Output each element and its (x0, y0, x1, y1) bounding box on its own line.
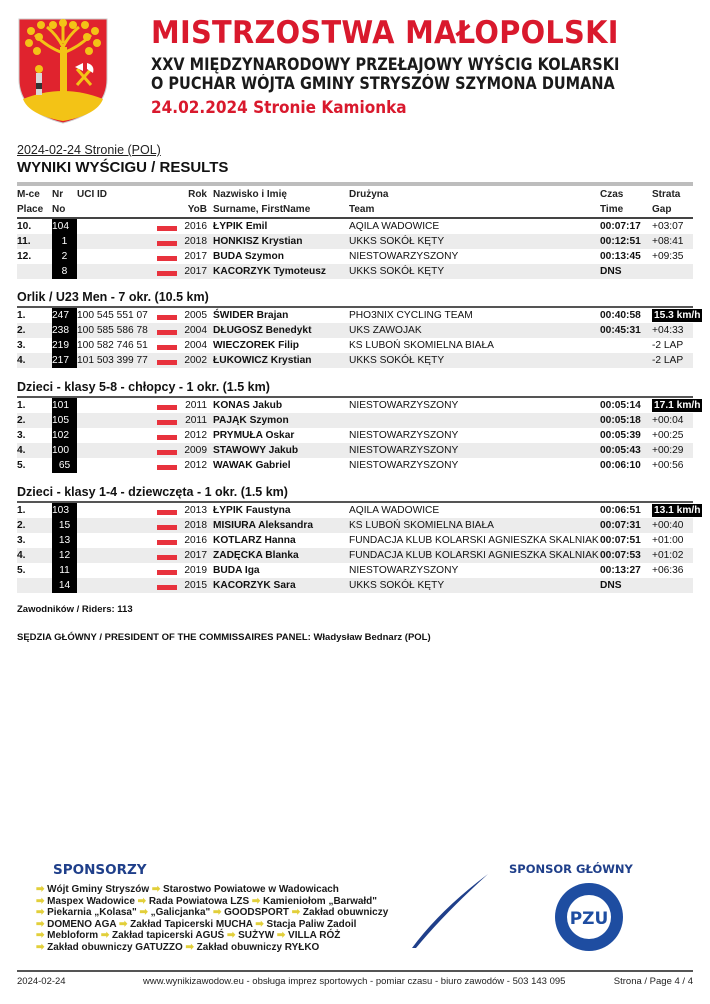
footer-date: 2024-02-24 (17, 976, 66, 987)
col-yob-header: Rok (188, 188, 207, 200)
col-place-header-en: Place (17, 202, 52, 218)
sponsor-name: Maspex Wadowice (47, 894, 135, 907)
year-of-birth: 2009 (183, 443, 213, 458)
col-uci-header: UCI ID (77, 188, 107, 200)
year-of-birth: 2011 (183, 413, 213, 428)
time-gap: +06:36 (652, 565, 684, 576)
col-yob-header-en: YoB (183, 202, 213, 218)
result-row (17, 398, 693, 413)
finish-time: 00:07:31 (600, 518, 652, 533)
sponsors-line (36, 942, 388, 954)
flag-cell (157, 338, 183, 353)
place: 4. (17, 548, 52, 563)
year-of-birth: 2012 (184, 460, 207, 471)
event-date-place: 24.02.2024 Stronie Kamionka (151, 98, 407, 118)
result-row (17, 563, 693, 578)
arrow-right-icon: ➡ (251, 894, 264, 907)
rider-name: PRYMUŁA Oskar (213, 430, 295, 441)
arrow-right-icon: ➡ (185, 940, 197, 953)
team-name: NIESTOWARZYSZONY (349, 400, 459, 411)
result-row (17, 503, 693, 518)
result-row (17, 353, 693, 368)
rider-name: ŁYPIK Emil (213, 221, 268, 232)
sponsor-name: Stacja Paliw Zadoil (266, 917, 357, 930)
result-row (17, 428, 693, 443)
uci-id (77, 548, 157, 563)
arrow-right-icon: ➡ (36, 929, 48, 942)
place: 3. (17, 535, 26, 546)
result-row (17, 308, 693, 323)
team-name: NIESTOWARZYSZONY (349, 443, 600, 458)
arrow-right-icon: ➡ (36, 906, 48, 919)
rider-name: ŚWIDER Brajan (213, 310, 289, 321)
place: 5. (17, 460, 26, 471)
sponsor-name: Kamieniołom „Barwałd" (263, 894, 377, 907)
team-name: NIESTOWARZYSZONY (349, 251, 459, 262)
category-block (17, 219, 693, 279)
bib-number: 8 (52, 264, 77, 279)
sponsor-name: Zakład obuwniczy RYŁKO (196, 940, 320, 953)
finish-time: 00:45:31 (600, 323, 652, 338)
sponsor-name: „Galicjanka" (150, 906, 211, 919)
finish-time: 00:05:14 (600, 400, 641, 411)
poland-flag-icon (157, 510, 177, 515)
place: 12. (17, 251, 32, 262)
place: 1. (17, 400, 26, 411)
year-of-birth: 2013 (184, 505, 207, 516)
sponsor-name: Wójt Gminy Stryszów (47, 883, 150, 895)
sponsor-name: Mebloform (47, 929, 99, 942)
place: 3. (17, 340, 26, 351)
team-name: UKKS SOKÓŁ KĘTY (349, 234, 600, 249)
place: 3. (17, 430, 26, 441)
bib-number: 11 (52, 563, 77, 578)
year-of-birth: 2017 (183, 548, 213, 563)
poland-flag-icon (157, 525, 177, 530)
year-of-birth: 2016 (184, 535, 207, 546)
event-subtitle-line-1: XXV MIĘDZYNARODOWY PRZEŁAJOWY WYŚCIG KOLARSKI (151, 55, 620, 74)
time-gap: -2 LAP (652, 353, 693, 368)
arrow-right-icon: ➡ (36, 883, 48, 895)
sponsor-name: Zakład obuwniczy GATUZZO (47, 940, 183, 953)
main-sponsor-title: SPONSOR GŁÓWNY (509, 862, 633, 876)
finish-time: 00:07:53 (600, 548, 652, 563)
result-row (17, 234, 693, 249)
footer-page-number: Strona / Page 4 / 4 (613, 976, 693, 987)
team-name: FUNDACJA KLUB KOLARSKI AGNIESZKA SKALNIAK (349, 535, 599, 546)
flag-cell (157, 563, 183, 578)
col-team-header: Drużyna (349, 188, 389, 200)
uci-id: 100 545 551 07 (77, 310, 148, 321)
sponsor-name: Starostwo Powiatowe w Wadowicach (163, 883, 339, 895)
bib-number: 12 (52, 548, 77, 563)
team-name: UKKS SOKÓŁ KĘTY (349, 353, 600, 368)
year-of-birth: 2017 (184, 251, 207, 262)
bib-number: 101 (52, 398, 77, 413)
time-gap: +09:35 (652, 251, 684, 262)
flag-cell (157, 323, 183, 338)
uci-id (77, 219, 157, 234)
uci-id (77, 563, 157, 578)
time-gap (652, 264, 693, 279)
poland-flag-icon (157, 435, 177, 440)
arrow-right-icon: ➡ (36, 940, 48, 953)
sponsor-name: Rada Powiatowa LZS (148, 894, 250, 907)
poland-flag-icon (157, 256, 177, 261)
poland-flag-icon (157, 465, 177, 470)
average-speed-badge: 15.3 km/h (654, 310, 701, 321)
poland-flag-icon (157, 585, 177, 590)
uci-id (77, 503, 157, 518)
team-name: NIESTOWARZYSZONY (349, 460, 459, 471)
results-table (17, 219, 693, 279)
category-block (17, 379, 701, 473)
footer-divider (17, 970, 693, 972)
year-of-birth: 2015 (183, 578, 213, 593)
sponsor-name: GOODSPORT (224, 906, 289, 919)
time-gap: +01:02 (652, 548, 693, 563)
year-of-birth: 2002 (183, 353, 213, 368)
place: 1. (17, 505, 26, 516)
flag-cell (157, 518, 183, 533)
rider-name: BUDA Iga (213, 565, 260, 576)
result-row (17, 458, 693, 473)
bib-number: 247 (52, 308, 77, 323)
average-speed (652, 308, 701, 323)
finish-time: 00:05:18 (600, 413, 652, 428)
sponsor-name: DOMENO AGA (47, 917, 117, 930)
arrow-right-icon: ➡ (151, 883, 164, 895)
result-row (17, 323, 693, 338)
rider-name: ZADĘCKA Blanka (213, 548, 349, 563)
flag-cell (157, 458, 183, 473)
arrow-right-icon: ➡ (137, 894, 149, 907)
flag-cell (157, 578, 183, 593)
place: 2. (17, 518, 52, 533)
results-table (17, 503, 701, 593)
year-of-birth: 2018 (183, 234, 213, 249)
bib-number: 105 (52, 413, 77, 428)
poland-flag-icon (157, 315, 177, 320)
col-gap-header-en: Gap (652, 202, 693, 218)
rider-name: MISIURA Aleksandra (213, 518, 349, 533)
category-title: Orlik / U23 Men - 7 okr. (10.5 km) (17, 290, 209, 304)
event-title: MISTRZOSTWA MAŁOPOLSKI (151, 15, 619, 51)
team-name: NIESTOWARZYSZONY (349, 565, 459, 576)
uci-id: 101 503 399 77 (77, 353, 157, 368)
bib-number: 100 (52, 443, 77, 458)
uci-id (77, 533, 157, 548)
time-gap: +00:56 (652, 460, 684, 471)
results-table (17, 398, 701, 473)
team-name: UKKS SOKÓŁ KĘTY (349, 578, 600, 593)
poland-flag-icon (157, 555, 177, 560)
year-of-birth: 2016 (184, 221, 207, 232)
flag-cell (157, 503, 183, 518)
time-gap: +00:04 (652, 413, 693, 428)
arrow-right-icon: ➡ (213, 906, 225, 919)
sponsor-name: Zakład tapicerski AGUŚ (112, 929, 225, 942)
bib-number: 13 (52, 533, 77, 548)
flag-cell (157, 428, 183, 443)
finish-time (600, 353, 652, 368)
uci-id (77, 413, 157, 428)
bib-number: 2 (52, 249, 77, 264)
team-name: PHO3NIX CYCLING TEAM (349, 310, 473, 321)
finish-time: DNS (600, 578, 652, 593)
sponsor-name: Piekarnia „Kolasa" (47, 906, 137, 919)
team-name: UKS ZAWOJAK (349, 323, 600, 338)
average-speed-badge: 17.1 km/h (654, 400, 701, 411)
footer-website: www.wynikizawodow.eu - obsługa imprez sportowych - pomiar czasu - biuro zawodów - 503 143 095 (143, 976, 566, 987)
sponsors-title: SPONSORZY (53, 862, 147, 878)
arrow-right-icon: ➡ (36, 917, 48, 930)
time-gap: +04:33 (652, 323, 693, 338)
poland-flag-icon (157, 570, 177, 575)
uci-id (77, 578, 157, 593)
pzu-logo (552, 880, 626, 954)
result-row (17, 249, 693, 264)
pzu-logo-text: PZU (569, 909, 609, 929)
finish-time: 00:06:10 (600, 460, 641, 471)
uci-id (77, 234, 157, 249)
flag-cell (157, 308, 183, 323)
result-row (17, 443, 693, 458)
rider-name: HONKISZ Krystian (213, 234, 349, 249)
rider-name: BUDA Szymon (213, 251, 284, 262)
bib-number: 103 (52, 503, 77, 518)
uci-id (77, 264, 157, 279)
coat-of-arms-icon (17, 17, 109, 125)
team-name: KS LUBOŃ SKOMIELNA BIAŁA (349, 340, 494, 351)
arrow-right-icon: ➡ (139, 906, 151, 919)
uci-id (77, 518, 157, 533)
col-name-header: Nazwisko i Imię (213, 188, 287, 200)
riders-count: Zawodników / Riders: 113 (17, 604, 133, 615)
results-title: WYNIKI WYŚCIGU / RESULTS (17, 159, 229, 176)
average-speed (652, 398, 701, 413)
flag-cell (157, 353, 183, 368)
team-name: KS LUBOŃ SKOMIELNA BIAŁA (349, 518, 600, 533)
finish-time: 00:06:51 (600, 505, 641, 516)
poland-flag-icon (157, 360, 177, 365)
time-gap: +00:29 (652, 443, 693, 458)
finish-time (600, 338, 652, 353)
bib-number: 14 (52, 578, 77, 593)
finish-time: 00:05:39 (600, 430, 641, 441)
sponsor-name: Zakład obuwniczy (302, 906, 389, 919)
flag-cell (157, 398, 183, 413)
bib-number: 104 (52, 219, 77, 234)
place: 10. (17, 221, 32, 232)
sponsor-name: SUŻYW (238, 929, 275, 942)
arrow-right-icon: ➡ (119, 917, 131, 930)
poland-flag-icon (157, 226, 177, 231)
rider-name: ŁYPIK Faustyna (213, 505, 291, 516)
poland-flag-icon (157, 330, 177, 335)
chief-judge: SĘDZIA GŁÓWNY / PRESIDENT OF THE COMMISSAIRES PANEL: Władysław Bednarz (POL) (17, 632, 431, 643)
time-gap: +08:41 (652, 234, 693, 249)
team-name: AQILA WADOWICE (349, 221, 440, 232)
finish-time: 00:05:43 (600, 443, 652, 458)
team-name (349, 413, 600, 428)
bib-number: 15 (52, 518, 77, 533)
time-gap (652, 578, 693, 593)
poland-flag-icon (157, 345, 177, 350)
flag-cell (157, 413, 183, 428)
team-name: UKKS SOKÓŁ KĘTY (349, 264, 600, 279)
uci-id: 100 585 586 78 (77, 323, 157, 338)
col-place-header: M-ce (17, 188, 40, 200)
results-table (17, 308, 701, 368)
category-block (17, 484, 701, 593)
event-meta-line: 2024-02-24 Stronie (POL) (17, 143, 161, 157)
year-of-birth: 2019 (184, 565, 207, 576)
uci-id (77, 458, 157, 473)
bib-number: 238 (52, 323, 77, 338)
result-row (17, 578, 693, 593)
place: 2. (17, 323, 52, 338)
rider-name: PAJĄK Szymon (213, 413, 349, 428)
event-subtitle-line-2: O PUCHAR WÓJTA GMINY STRYSZÓW SZYMONA DUMANA (151, 74, 615, 93)
rider-name: WAWAK Gabriel (213, 460, 291, 471)
rider-name: KOTLARZ Hanna (213, 535, 296, 546)
finish-time: 00:13:27 (600, 565, 641, 576)
finish-time: 00:40:58 (600, 310, 641, 321)
flag-cell (157, 264, 183, 279)
result-row (17, 264, 693, 279)
arrow-right-icon: ➡ (255, 917, 267, 930)
poland-flag-icon (157, 271, 177, 276)
col-nr-header: Nr (52, 188, 64, 200)
uci-id: 100 582 746 51 (77, 340, 148, 351)
rider-name: WIECZOREK Filip (213, 340, 300, 351)
col-name-header-en: Surname, FirstName (213, 202, 349, 218)
result-row (17, 219, 693, 234)
bib-number: 1 (52, 234, 77, 249)
place: 4. (17, 353, 52, 368)
bib-number: 65 (52, 458, 77, 473)
col-time-header: Czas (600, 188, 624, 200)
arrow-right-icon: ➡ (276, 929, 289, 942)
place (17, 264, 52, 279)
category-title: Dzieci - klasy 1-4 - dziewczęta - 1 okr. (1.5 km) (17, 485, 288, 499)
uci-id (77, 398, 157, 413)
time-gap: +03:07 (652, 221, 684, 232)
finish-time: 00:07:17 (600, 221, 641, 232)
col-gap-header: Strata (652, 188, 681, 200)
flag-cell (157, 219, 183, 234)
bib-number: 102 (52, 428, 77, 443)
year-of-birth: 2012 (184, 430, 207, 441)
result-row (17, 413, 693, 428)
place (17, 578, 52, 593)
poland-flag-icon (157, 241, 177, 246)
result-row (17, 548, 693, 563)
sponsors-section (30, 858, 430, 958)
average-speed-badge: 13.1 km/h (654, 505, 701, 516)
column-headers (17, 186, 693, 219)
year-of-birth: 2017 (183, 264, 213, 279)
time-gap: -2 LAP (652, 340, 684, 351)
year-of-birth: 2005 (184, 310, 207, 321)
time-gap: +00:25 (652, 430, 684, 441)
place: 4. (17, 443, 52, 458)
year-of-birth: 2004 (183, 323, 213, 338)
document-header (0, 0, 710, 130)
rider-name: KONAS Jakub (213, 400, 283, 411)
rider-name: KACORZYK Tymoteusz (213, 264, 349, 279)
flag-cell (157, 234, 183, 249)
finish-time: 00:13:45 (600, 251, 641, 262)
flag-cell (157, 533, 183, 548)
place: 5. (17, 565, 26, 576)
rider-name: STAWOWY Jakub (213, 443, 349, 458)
result-row (17, 338, 693, 353)
time-gap: +00:40 (652, 518, 693, 533)
time-gap: +01:00 (652, 535, 684, 546)
rider-name: DŁUGOSZ Benedykt (213, 323, 349, 338)
arrow-right-icon: ➡ (291, 906, 303, 919)
col-nr-header-en: No (52, 202, 77, 218)
place: 11. (17, 234, 52, 249)
flag-cell (157, 249, 183, 264)
sponsor-name: VILLA RÓŻ (288, 929, 341, 942)
team-name: NIESTOWARZYSZONY (349, 430, 459, 441)
sponsors-list (36, 884, 388, 954)
flag-cell (157, 548, 183, 563)
arrow-right-icon: ➡ (36, 894, 48, 907)
uci-id (77, 443, 157, 458)
finish-time: 00:12:51 (600, 234, 652, 249)
year-of-birth: 2018 (183, 518, 213, 533)
sponsor-name: Zakład Tapicerski MUCHA (130, 917, 253, 930)
poland-flag-icon (157, 420, 177, 425)
col-time-header-en: Time (600, 202, 652, 218)
average-speed (652, 503, 701, 518)
rider-name: ŁUKOWICZ Krystian (213, 353, 349, 368)
bib-number: 217 (52, 353, 77, 368)
col-uci-header-en (77, 202, 157, 218)
result-row (17, 533, 693, 548)
finish-time: 00:07:51 (600, 535, 641, 546)
category-title: Dzieci - klasy 5-8 - chłopcy - 1 okr. (1.5 km) (17, 380, 270, 394)
place: 1. (17, 310, 26, 321)
category-block (17, 289, 701, 368)
poland-flag-icon (157, 450, 177, 455)
team-name: FUNDACJA KLUB KOLARSKI AGNIESZKA SKALNIAK (349, 550, 599, 561)
result-row (17, 518, 693, 533)
poland-flag-icon (157, 405, 177, 410)
swoosh-decoration (410, 870, 490, 950)
poland-flag-icon (157, 540, 177, 545)
arrow-right-icon: ➡ (100, 929, 113, 942)
year-of-birth: 2004 (184, 340, 207, 351)
uci-id (77, 428, 157, 443)
rider-name: KACORZYK Sara (213, 578, 349, 593)
year-of-birth: 2011 (185, 400, 207, 411)
bib-number: 219 (52, 338, 77, 353)
uci-id (77, 249, 157, 264)
col-team-header-en: Team (349, 202, 600, 218)
place: 2. (17, 413, 52, 428)
arrow-right-icon: ➡ (226, 929, 239, 942)
team-name: AQILA WADOWICE (349, 505, 440, 516)
finish-time: DNS (600, 264, 652, 279)
flag-cell (157, 443, 183, 458)
